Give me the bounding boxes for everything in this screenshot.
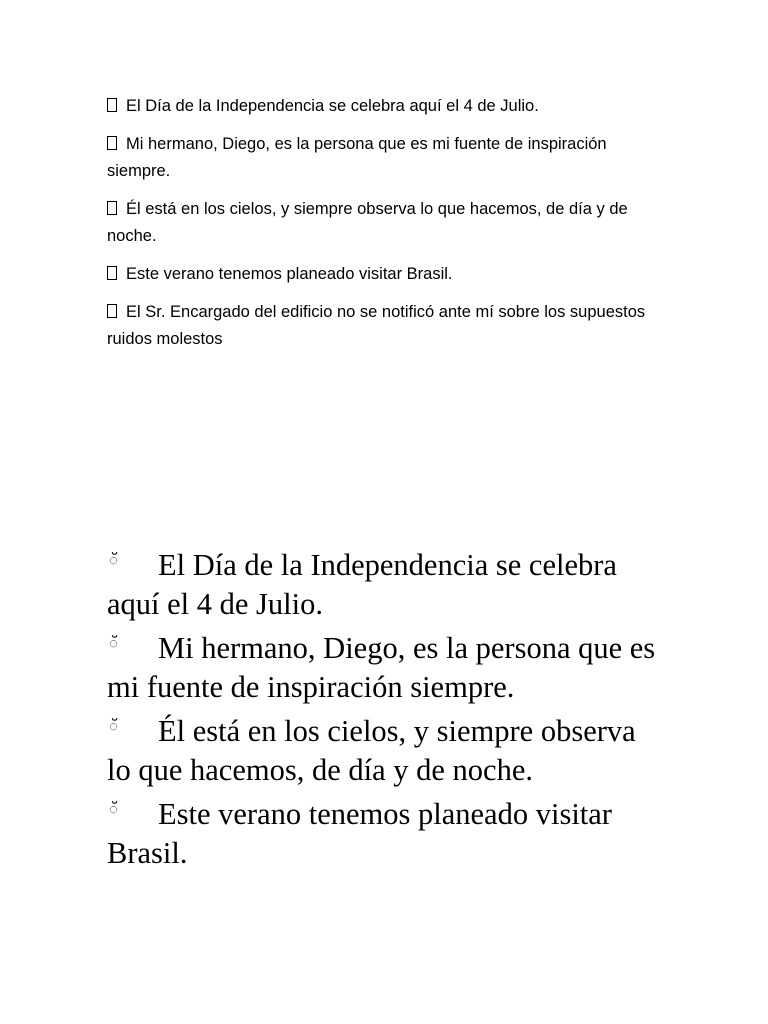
bullet-glyph-icon: ॅ xyxy=(109,717,118,735)
list-item-text: Mi hermano, Diego, es la persona que es mi fuente de inspiración siempre. xyxy=(107,631,656,704)
missing-glyph-bullet-icon xyxy=(107,201,117,215)
list-item xyxy=(107,131,672,185)
missing-glyph-bullet-icon xyxy=(107,98,117,112)
missing-glyph-bullet-icon xyxy=(107,136,117,150)
bullet-glyph-icon: ॅ xyxy=(109,551,118,569)
list-item-text: Este verano tenemos planeado visitar Brasil. xyxy=(107,797,612,870)
sans-bullet-list xyxy=(107,93,672,364)
list-item xyxy=(107,261,672,288)
list-item xyxy=(107,196,672,250)
list-item-text: Él está en los cielos, y siempre observa lo que hacemos, de día y de noche. xyxy=(107,714,636,787)
bullet-glyph-icon: ॅ xyxy=(109,634,118,652)
list-item xyxy=(107,624,667,707)
missing-glyph-bullet-icon xyxy=(107,266,117,280)
list-item-text: Este verano tenemos planeado visitar Brasil. xyxy=(126,265,453,283)
list-item-text: Él está en los cielos, y siempre observa lo que hacemos, de día y de noche. xyxy=(107,200,628,245)
list-item xyxy=(107,93,672,120)
list-item-text: Mi hermano, Diego, es la persona que es mi fuente de inspiración siempre. xyxy=(107,135,607,180)
list-item-text: El Día de la Independencia se celebra aquí el 4 de Julio. xyxy=(107,548,617,621)
list-item xyxy=(107,790,667,873)
bullet-glyph-icon: ॅ xyxy=(109,800,118,818)
list-item xyxy=(107,541,667,624)
list-item-text: El Día de la Independencia se celebra aquí el 4 de Julio. xyxy=(126,97,539,115)
serif-bullet-list xyxy=(107,541,667,873)
list-item xyxy=(107,299,672,353)
list-item-text: El Sr. Encargado del edificio no se notificó ante mí sobre los supuestos ruidos molestos xyxy=(107,303,646,348)
missing-glyph-bullet-icon xyxy=(107,304,117,318)
list-item xyxy=(107,707,667,790)
